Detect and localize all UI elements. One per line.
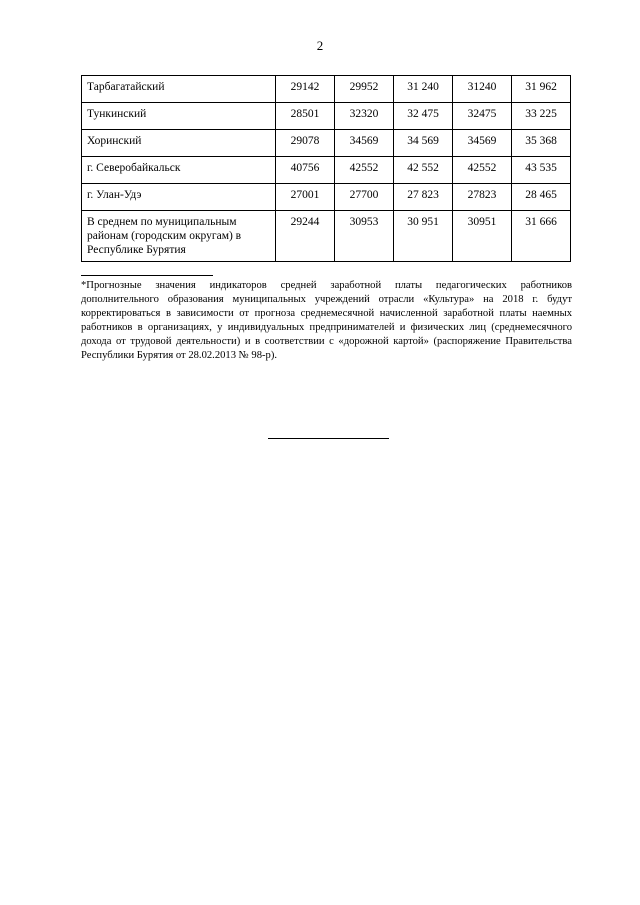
table-cell: 35 368	[512, 130, 571, 157]
district-name: Тункинский	[82, 103, 276, 130]
table-cell: 27001	[276, 184, 335, 211]
district-name: г. Улан-Удэ	[82, 184, 276, 211]
table-cell: 42552	[335, 157, 394, 184]
salary-table	[81, 75, 571, 262]
table-cell: 32475	[453, 103, 512, 130]
table-cell: 32 475	[394, 103, 453, 130]
table-row	[82, 76, 571, 103]
table-cell: 30953	[335, 211, 394, 262]
end-of-document-line	[268, 438, 389, 439]
table-cell: 31 962	[512, 76, 571, 103]
table-cell: 33 225	[512, 103, 571, 130]
footnote-text: *Прогнозные значения индикаторов средней заработной платы педагогических работников дополнительного образования муниципальных учреждений отрасли «Культура» на 2018 г. будут корректироваться в зависимости от прогноза среднемесячной начисленной заработной платы наемных работников в организациях, у индивидуальных предпринимателей и физических лиц (среднемесячного дохода от трудовой деятельности) и в соответствии с «дорожной картой» (распоряжение Правительства Республики Бурятия от 28.02.2013 № 98-р).	[81, 280, 572, 361]
district-name: г. Северобайкальск	[82, 157, 276, 184]
table-cell: 29952	[335, 76, 394, 103]
table-cell: 43 535	[512, 157, 571, 184]
table-cell: 34 569	[394, 130, 453, 157]
table-cell: 29142	[276, 76, 335, 103]
average-label: В среднем по муниципальным районам (городским округам) в Республике Бурятия	[82, 211, 276, 262]
footnote-divider	[81, 275, 213, 276]
table-cell: 28501	[276, 103, 335, 130]
table-cell: 27700	[335, 184, 394, 211]
table-row	[82, 157, 571, 184]
table-row	[82, 184, 571, 211]
table-cell: 40756	[276, 157, 335, 184]
table-cell: 28 465	[512, 184, 571, 211]
table-cell: 42552	[453, 157, 512, 184]
table-cell: 34569	[453, 130, 512, 157]
table-cell: 42 552	[394, 157, 453, 184]
table-cell: 32320	[335, 103, 394, 130]
table-cell: 29244	[276, 211, 335, 262]
table-cell: 31 240	[394, 76, 453, 103]
table-row	[82, 130, 571, 157]
table-cell: 29078	[276, 130, 335, 157]
table-row	[82, 103, 571, 130]
table-cell: 27823	[453, 184, 512, 211]
district-name: Хоринский	[82, 130, 276, 157]
table-cell: 30951	[453, 211, 512, 262]
table-row-average	[82, 211, 571, 262]
table-cell: 31 666	[512, 211, 571, 262]
table-cell: 34569	[335, 130, 394, 157]
table-cell: 27 823	[394, 184, 453, 211]
page-number: 2	[316, 38, 324, 53]
district-name: Тарбагатайский	[82, 76, 276, 103]
table-cell: 30 951	[394, 211, 453, 262]
table-cell: 31240	[453, 76, 512, 103]
